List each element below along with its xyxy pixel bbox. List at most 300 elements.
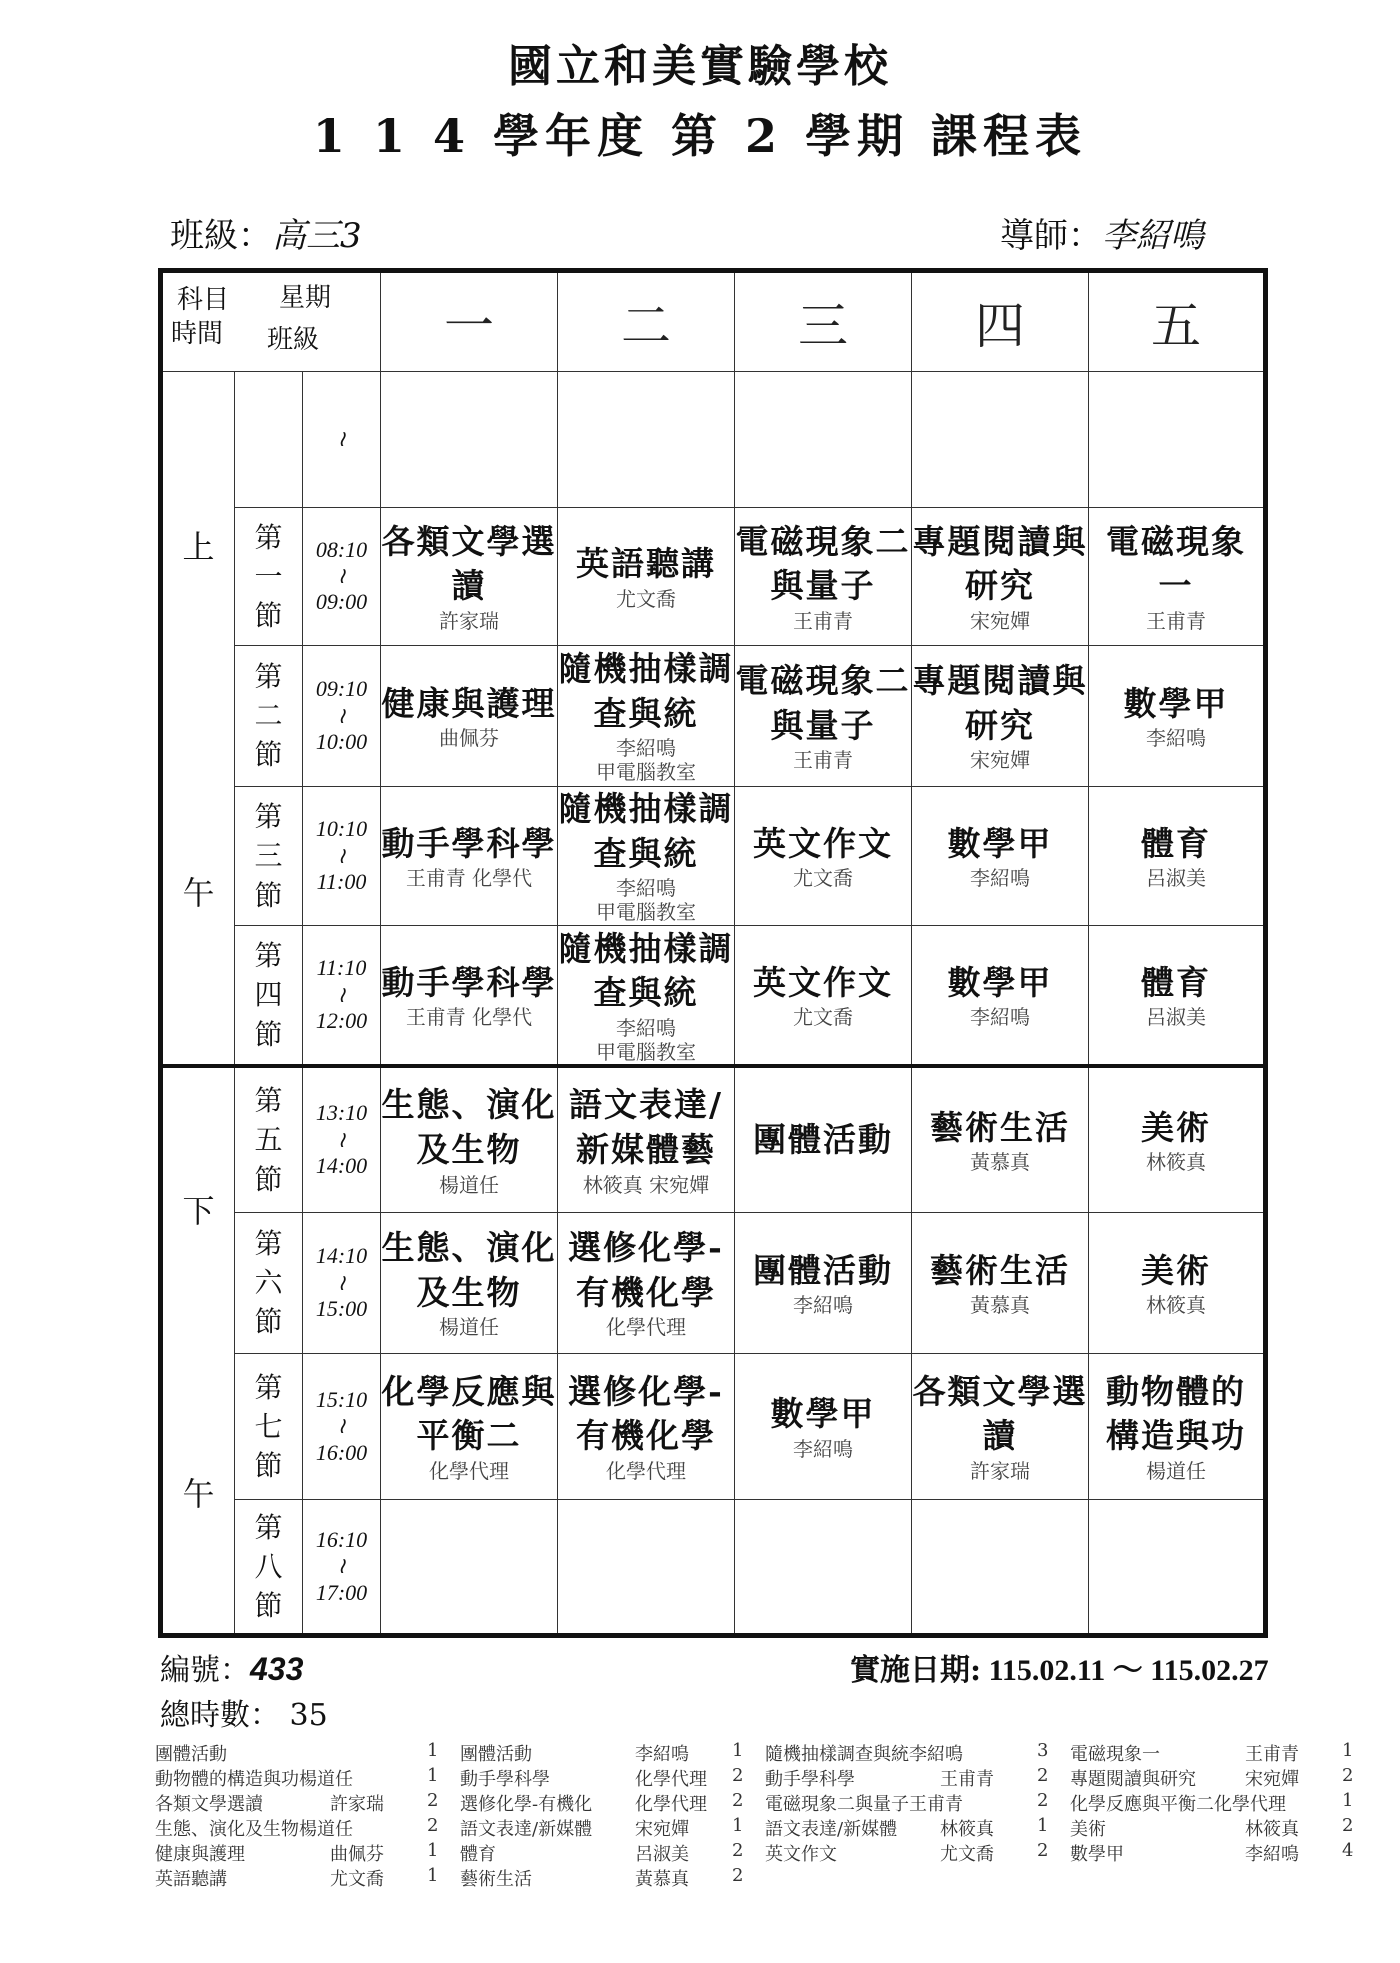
period-row — [161, 1066, 1266, 1212]
summary-row — [1070, 1790, 1360, 1815]
class-cell-tue — [558, 1353, 735, 1499]
cell-subject: 選修化學-有機化學 — [568, 1228, 724, 1312]
cell-teacher: 林筱真 — [1146, 1293, 1206, 1318]
summary-teacher: 呂淑美 — [635, 1844, 689, 1865]
period-name — [235, 371, 303, 507]
day-header-mon: 一 — [381, 271, 558, 372]
class-cell-thu — [912, 507, 1089, 645]
summary-row — [460, 1865, 750, 1890]
summary-subject: 各類文學選讀 — [155, 1794, 263, 1815]
total-hours-value: 35 — [289, 1698, 328, 1733]
summary-row — [460, 1815, 750, 1840]
summary-row — [1070, 1740, 1360, 1765]
class-cell-wed — [735, 1212, 912, 1353]
class-cell-thu — [912, 645, 1089, 786]
cell-subject: 電磁現象二與量子 — [735, 661, 911, 745]
class-cell-thu — [912, 926, 1089, 1067]
half-afternoon — [161, 1066, 235, 1635]
summary-row — [765, 1790, 1055, 1815]
cell-teacher: 王甫青 — [1146, 608, 1206, 633]
summary-subject: 英文作文 — [765, 1844, 837, 1865]
cell-subject: 體育 — [1141, 962, 1211, 1002]
summary-hours: 1 — [732, 1740, 744, 1761]
summary-subject: 動手學科學 — [460, 1769, 550, 1790]
class-cell-wed — [735, 371, 912, 507]
cell-subject: 生態、演化及生物 — [381, 1085, 557, 1169]
period-start: 10:10 — [315, 816, 368, 842]
cell-subject: 英文作文 — [753, 962, 893, 1002]
date-range: 115.02.11 ～ 115.02.27 — [988, 1654, 1269, 1687]
cell-subject: 藝術生活 — [930, 1250, 1070, 1290]
period-char: 六 — [254, 1266, 283, 1300]
period-sep: ≀ — [337, 981, 346, 1007]
cell-subject: 團體活動 — [753, 1119, 893, 1159]
summary-hours: 1 — [427, 1765, 439, 1786]
period-char: 節 — [254, 738, 283, 772]
cell-teacher: 王甫青 — [793, 748, 853, 773]
period-sep: ≀ — [337, 702, 346, 728]
summary-subject: 語文表達/新媒體 — [460, 1819, 593, 1840]
cell-teacher: 李紹鳴 — [793, 1293, 853, 1318]
class-cell-fri — [1089, 645, 1266, 786]
summary-row — [155, 1790, 445, 1815]
class-cell-wed — [735, 507, 912, 645]
period-end: 10:00 — [315, 729, 368, 755]
summary-hours: 2 — [427, 1790, 439, 1811]
summary-teacher: 林筱真 — [940, 1819, 994, 1840]
period-name — [235, 1212, 303, 1353]
period-time — [303, 1353, 381, 1499]
summary-teacher: 宋宛嬋 — [635, 1819, 689, 1840]
class-cell-thu — [912, 786, 1089, 925]
cell-teacher: 呂淑美 — [1146, 866, 1206, 891]
period-end: 11:00 — [316, 869, 367, 895]
half-char: 上 — [182, 527, 215, 566]
period-name — [235, 507, 303, 645]
period-sep: ≀ — [337, 563, 346, 589]
school-name: 國立和美實驗學校 — [508, 41, 892, 92]
period-end: 14:00 — [315, 1153, 368, 1179]
class-cell-fri — [1089, 507, 1266, 645]
cell-teacher: 許家瑞 — [439, 608, 499, 633]
summary-teacher: 宋宛嬋 — [1245, 1769, 1299, 1790]
period-sep: ≀ — [337, 1126, 346, 1152]
summary-teacher: 王甫青 — [940, 1769, 994, 1790]
total-hours-info — [160, 1690, 328, 1734]
summary-hours: 1 — [427, 1740, 439, 1761]
cell-subject: 團體活動 — [753, 1250, 893, 1290]
total-hours-label: 總時數： — [160, 1698, 280, 1733]
cell-teacher: 化學代理 — [606, 1315, 686, 1340]
cell-teacher: 化學代理 — [606, 1458, 686, 1483]
corner-day: 星期 — [278, 283, 331, 313]
cell-subject: 數學甲 — [770, 1394, 876, 1434]
period-row — [161, 645, 1266, 786]
class-cell-mon — [381, 1353, 558, 1499]
class-cell-mon — [381, 926, 558, 1067]
class-cell-wed — [735, 1499, 912, 1635]
summary-hours: 2 — [732, 1790, 744, 1811]
summary-subject: 隨機抽樣調查與統李紹鳴 — [765, 1744, 963, 1765]
period-char: 節 — [254, 1305, 283, 1339]
class-cell-mon — [381, 507, 558, 645]
summary-hours: 1 — [427, 1840, 439, 1861]
summary-teacher: 李紹鳴 — [1245, 1844, 1299, 1865]
cell-teacher: 楊道任 — [439, 1172, 499, 1197]
cell-room: 甲電腦教室 — [596, 1039, 696, 1064]
cell-teacher: 李紹鳴 — [793, 1436, 853, 1461]
summary-hours: 2 — [1037, 1765, 1049, 1786]
summary-teacher: 尤文喬 — [940, 1844, 994, 1865]
summary-row — [155, 1865, 445, 1890]
class-cell-tue — [558, 1499, 735, 1635]
class-cell-fri — [1089, 1212, 1266, 1353]
summary-teacher: 林筱真 — [1245, 1819, 1299, 1840]
cell-subject: 數學甲 — [1123, 683, 1229, 723]
period-char: 第 — [254, 1227, 283, 1260]
period-start: 08:10 — [315, 536, 368, 562]
class-cell-fri — [1089, 926, 1266, 1067]
cell-teacher: 王甫青 化學代 — [405, 866, 533, 891]
summary-hours: 2 — [1037, 1840, 1049, 1861]
period-name — [235, 1066, 303, 1212]
summary-teacher: 化學代理 — [635, 1769, 707, 1790]
period-start: 16:10 — [315, 1526, 368, 1552]
summary-teacher: 黃慕真 — [635, 1869, 689, 1890]
summary-row — [1070, 1840, 1360, 1865]
cell-teacher: 李紹鳴 — [1146, 726, 1206, 751]
summary-subject: 選修化學-有機化 — [460, 1794, 593, 1815]
cell-subject: 美術 — [1141, 1107, 1211, 1147]
summary-subject: 健康與護理 — [155, 1844, 245, 1865]
cell-teacher: 楊道任 — [439, 1315, 499, 1340]
half-char: 午 — [182, 1474, 215, 1513]
class-cell-wed — [735, 645, 912, 786]
half-char: 午 — [182, 874, 215, 913]
summary-teacher: 許家瑞 — [330, 1794, 384, 1815]
period-char: 四 — [254, 978, 283, 1012]
period-char: 節 — [254, 598, 283, 632]
summary-row — [1070, 1765, 1360, 1790]
class-cell-tue — [558, 1212, 735, 1353]
summary-subject: 團體活動 — [155, 1744, 227, 1765]
cell-subject: 隨機抽樣調查與統 — [558, 649, 734, 733]
period-row — [161, 1212, 1266, 1353]
cell-subject: 數學甲 — [947, 962, 1053, 1002]
class-cell-thu — [912, 1066, 1089, 1212]
cell-teacher: 李紹鳴 — [970, 866, 1030, 891]
summary-row — [1070, 1815, 1360, 1840]
summary-subject: 數學甲 — [1070, 1844, 1124, 1865]
summary-subject: 團體活動 — [460, 1744, 532, 1765]
summary-subject: 化學反應與平衡二化學代理 — [1070, 1794, 1286, 1815]
period-char: 第 — [254, 939, 283, 973]
period-char: 第 — [254, 800, 283, 834]
cell-subject: 美術 — [1141, 1250, 1211, 1290]
period-row — [161, 786, 1266, 925]
class-label: 班級： — [170, 216, 272, 256]
cell-subject: 各類文學選讀 — [912, 1371, 1088, 1456]
summary-subject: 英語聽講 — [155, 1869, 227, 1890]
class-cell-tue — [558, 1066, 735, 1212]
class-cell-thu — [912, 1353, 1089, 1499]
summary-row — [765, 1840, 1055, 1865]
summary-teacher: 王甫青 — [1245, 1744, 1299, 1765]
period-time — [303, 1066, 381, 1212]
class-cell-mon — [381, 786, 558, 925]
cell-room: 甲電腦教室 — [596, 760, 696, 785]
code-info — [160, 1645, 303, 1689]
summary-row — [765, 1815, 1055, 1840]
period-char: 節 — [254, 1162, 283, 1196]
cell-subject: 隨機抽樣調查與統 — [558, 928, 734, 1013]
cell-teacher: 王甫青 — [793, 608, 853, 633]
summary-teacher: 化學代理 — [635, 1794, 707, 1815]
summary-hours: 2 — [1342, 1815, 1354, 1836]
summary-row — [460, 1765, 750, 1790]
period-char: 第 — [254, 660, 283, 694]
period-name — [235, 1499, 303, 1635]
date-label: 實施日期: — [850, 1653, 982, 1688]
cell-teacher: 林筱真 — [1146, 1150, 1206, 1175]
date-info — [850, 1645, 1269, 1689]
tutor-label: 導師： — [1000, 216, 1102, 256]
cell-room: 甲電腦教室 — [596, 900, 696, 925]
class-cell-tue — [558, 786, 735, 925]
period-sep: ≀ — [337, 426, 346, 452]
class-cell-thu — [912, 1212, 1089, 1353]
corner-subject: 科目 — [176, 285, 229, 315]
summary-subject: 電磁現象二與量子王甫青 — [765, 1794, 963, 1815]
cell-subject: 化學反應與平衡二 — [381, 1371, 557, 1456]
cell-subject: 動手學科學 — [381, 962, 557, 1002]
cell-subject: 體育 — [1141, 823, 1211, 863]
period-start: 13:10 — [315, 1100, 368, 1126]
cell-teacher: 呂淑美 — [1146, 1005, 1206, 1030]
period-time — [303, 507, 381, 645]
half-morning — [161, 371, 235, 1066]
period-end: 15:00 — [315, 1295, 368, 1321]
period-char: 二 — [254, 699, 283, 733]
cell-subject: 語文表達/新媒體藝 — [568, 1085, 724, 1169]
class-cell-mon — [381, 1066, 558, 1212]
cell-subject: 藝術生活 — [930, 1107, 1070, 1147]
cell-subject: 隨機抽樣調查與統 — [558, 789, 734, 873]
period-sep: ≀ — [337, 1269, 346, 1295]
period-name — [235, 1353, 303, 1499]
summary-hours: 4 — [1342, 1840, 1354, 1861]
class-cell-mon — [381, 1499, 558, 1635]
period-char: 第 — [254, 1084, 283, 1118]
summary-subject: 體育 — [460, 1844, 496, 1865]
class-info — [170, 208, 362, 257]
day-header-tue: 二 — [558, 271, 735, 372]
half-char: 下 — [182, 1192, 215, 1231]
class-name: 高三3 — [272, 216, 362, 256]
period-name — [235, 926, 303, 1067]
summary-hours: 1 — [427, 1865, 439, 1886]
cell-teacher: 許家瑞 — [970, 1458, 1030, 1483]
code-value: 433 — [250, 1651, 304, 1687]
summary-row — [155, 1740, 445, 1765]
period-char: 節 — [254, 1589, 283, 1623]
class-cell-wed — [735, 1066, 912, 1212]
cell-teacher: 李紹鳴 — [616, 876, 676, 901]
period-row — [161, 1353, 1266, 1499]
period-char: 三 — [254, 839, 283, 873]
class-cell-wed — [735, 1353, 912, 1499]
summary-subject: 語文表達/新媒體 — [765, 1819, 898, 1840]
summary-teacher: 尤文喬 — [330, 1869, 384, 1890]
summary-hours: 3 — [1037, 1740, 1049, 1761]
summary-column — [460, 1740, 750, 1890]
summary-subject: 美術 — [1070, 1819, 1106, 1840]
summary-row — [155, 1815, 445, 1840]
period-time — [303, 926, 381, 1067]
summary-subject: 專題閱讀與研究 — [1070, 1769, 1196, 1790]
code-label: 編號： — [160, 1653, 250, 1688]
period-sep: ≀ — [337, 1553, 346, 1579]
cell-teacher: 李紹鳴 — [616, 1015, 676, 1040]
cell-teacher: 王甫青 化學代 — [405, 1005, 533, 1030]
summary-row — [765, 1740, 1055, 1765]
summary-hours: 1 — [1342, 1790, 1354, 1811]
cell-subject: 生態、演化及生物 — [381, 1228, 557, 1312]
cell-subject: 電磁現象一 — [1106, 521, 1246, 606]
period-name — [235, 786, 303, 925]
timetable — [158, 268, 1268, 1638]
period-char: 七 — [254, 1409, 283, 1443]
period-time — [303, 1212, 381, 1353]
class-cell-fri — [1089, 1066, 1266, 1212]
summary-row — [460, 1840, 750, 1865]
period-char: 第 — [254, 1510, 283, 1544]
class-cell-thu — [912, 371, 1089, 507]
cell-teacher: 尤文喬 — [793, 866, 853, 891]
cell-teacher: 黃慕真 — [970, 1293, 1030, 1318]
summary-teacher: 曲佩芬 — [330, 1844, 384, 1865]
summary-hours: 2 — [1342, 1765, 1354, 1786]
period-char: 第 — [254, 1370, 283, 1404]
period-time — [303, 645, 381, 786]
cell-subject: 電磁現象二與量子 — [735, 521, 911, 606]
cell-teacher: 宋宛嬋 — [970, 748, 1030, 773]
cell-teacher: 林筱真 宋宛嬋 — [582, 1172, 710, 1197]
period-char: 八 — [254, 1549, 283, 1583]
cell-subject: 動物體的構造與功 — [1106, 1371, 1246, 1456]
period-char: 節 — [254, 1017, 283, 1051]
summary-hours: 2 — [1037, 1790, 1049, 1811]
period-end: 16:00 — [315, 1439, 368, 1465]
period-end: 09:00 — [315, 589, 368, 615]
cell-teacher: 楊道任 — [1146, 1458, 1206, 1483]
corner-time: 時間 — [170, 319, 223, 349]
day-header-fri: 五 — [1089, 271, 1266, 372]
day-header-thu: 四 — [912, 271, 1089, 372]
summary-hours: 2 — [732, 1865, 744, 1886]
cell-subject: 各類文學選讀 — [381, 521, 557, 606]
summary-hours: 1 — [732, 1815, 744, 1836]
summary-row — [460, 1790, 750, 1815]
cell-teacher: 宋宛嬋 — [970, 608, 1030, 633]
term-title: 1 1 4 學年度 第 2 學期 課程表 — [312, 109, 1088, 163]
period-char: 節 — [254, 878, 283, 912]
period-name — [235, 645, 303, 786]
class-cell-wed — [735, 926, 912, 1067]
period-row — [161, 1499, 1266, 1635]
summary-subject: 生態、演化及生物楊道任 — [155, 1819, 353, 1840]
timetable-header-row — [161, 271, 1266, 372]
period-row — [161, 926, 1266, 1067]
summary-hours: 2 — [732, 1840, 744, 1861]
summary-subject: 電磁現象一 — [1070, 1744, 1160, 1765]
cell-teacher: 李紹鳴 — [970, 1005, 1030, 1030]
tutor-info — [1000, 208, 1204, 257]
cell-subject: 英文作文 — [753, 823, 893, 863]
period-end: 17:00 — [315, 1579, 368, 1605]
cell-teacher: 黃慕真 — [970, 1150, 1030, 1175]
class-cell-fri — [1089, 1353, 1266, 1499]
summary-row — [155, 1765, 445, 1790]
period-char: 五 — [254, 1123, 283, 1157]
summary-column — [1070, 1740, 1360, 1865]
period-char: 節 — [254, 1448, 283, 1482]
summary-teacher: 李紹鳴 — [635, 1744, 689, 1765]
period-start: 15:10 — [315, 1386, 368, 1412]
cell-teacher: 尤文喬 — [616, 586, 676, 611]
period-row — [161, 371, 1266, 507]
cell-subject: 選修化學-有機化學 — [568, 1371, 724, 1456]
summary-column — [765, 1740, 1055, 1865]
period-start: 11:10 — [316, 955, 367, 981]
period-char: 第 — [254, 520, 283, 554]
summary-row — [460, 1740, 750, 1765]
class-cell-fri — [1089, 786, 1266, 925]
class-cell-tue — [558, 507, 735, 645]
class-cell-mon — [381, 371, 558, 507]
class-cell-fri — [1089, 1499, 1266, 1635]
summary-hours: 2 — [732, 1765, 744, 1786]
cell-subject: 專題閱讀與研究 — [912, 521, 1088, 606]
period-sep: ≀ — [337, 842, 346, 868]
summary-subject: 動物體的構造與功楊道任 — [155, 1769, 353, 1790]
tutor-name: 李紹鳴 — [1102, 216, 1204, 256]
cell-subject: 專題閱讀與研究 — [912, 661, 1088, 745]
class-cell-wed — [735, 786, 912, 925]
corner-class: 班級 — [266, 325, 319, 355]
period-char: 一 — [254, 559, 283, 593]
class-cell-tue — [558, 645, 735, 786]
period-end: 12:00 — [315, 1008, 368, 1034]
cell-subject: 數學甲 — [947, 823, 1053, 863]
summary-hours: 1 — [1342, 1740, 1354, 1761]
class-cell-mon — [381, 645, 558, 786]
summary-subject: 動手學科學 — [765, 1769, 855, 1790]
period-sep: ≀ — [337, 1413, 346, 1439]
summary-hours: 2 — [427, 1815, 439, 1836]
class-cell-fri — [1089, 371, 1266, 507]
class-cell-tue — [558, 371, 735, 507]
cell-teacher: 曲佩芬 — [439, 726, 499, 751]
corner-cell — [161, 271, 381, 372]
class-cell-mon — [381, 1212, 558, 1353]
summary-row — [155, 1840, 445, 1865]
period-time — [303, 1499, 381, 1635]
summary-row — [765, 1765, 1055, 1790]
cell-teacher: 尤文喬 — [793, 1005, 853, 1030]
class-cell-thu — [912, 1499, 1089, 1635]
period-start: 14:10 — [315, 1243, 368, 1269]
